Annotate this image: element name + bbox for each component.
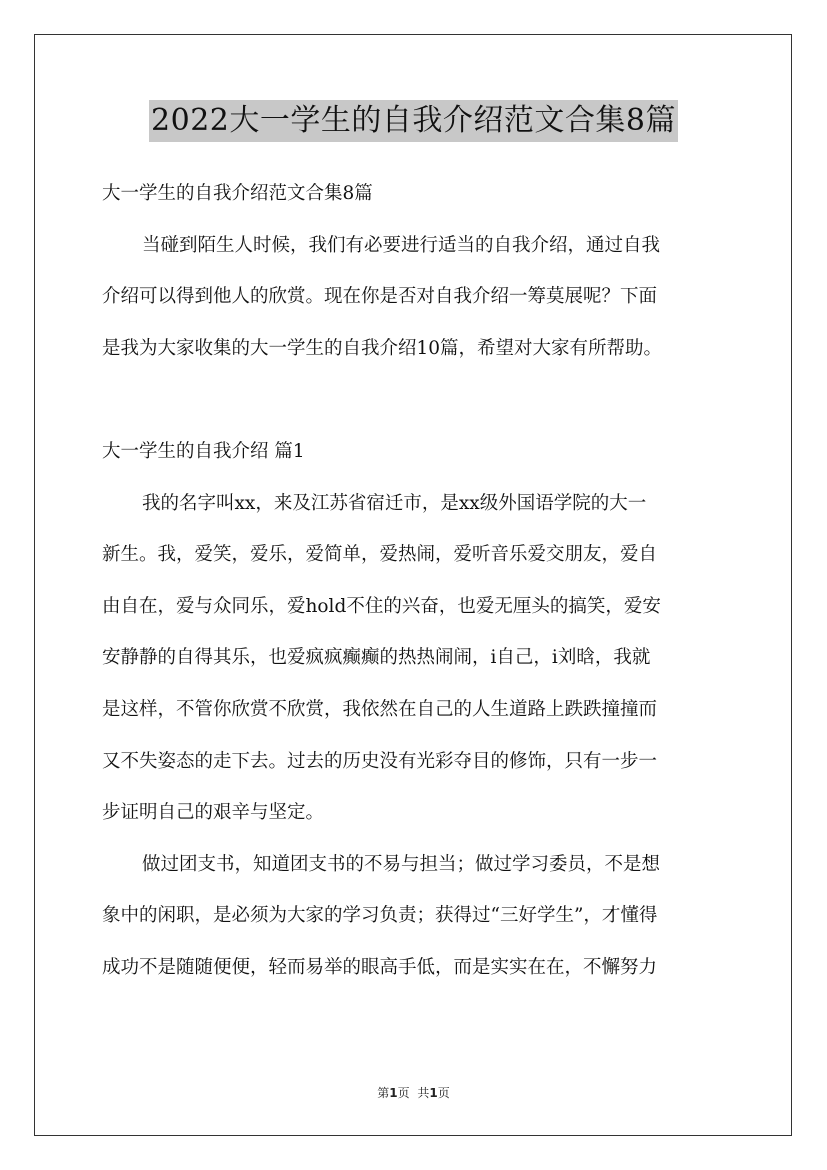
total-pages-prefix: 共 xyxy=(417,1086,430,1100)
intro-line: 是我为大家收集的大一学生的自我介绍10篇，希望对大家有所帮助。 xyxy=(102,337,663,359)
document-body xyxy=(102,172,730,998)
paragraph-line: 象中的闲职，是必须为大家的学习负责；获得过“三好学生”，才懂得 xyxy=(102,905,658,927)
total-pages: 1 xyxy=(429,1086,438,1100)
section-heading: 大一学生的自我介绍 篇1 xyxy=(102,440,305,462)
blank-line xyxy=(102,378,730,430)
document-title-container xyxy=(0,100,827,142)
intro-line: 介绍可以得到他人的欣赏。现在你是否对自我介绍一筹莫展呢？下面 xyxy=(102,286,658,308)
document-subtitle: 大一学生的自我介绍范文合集8篇 xyxy=(102,183,373,204)
paragraph-line: 成功不是随随便便，轻而易举的眼高手低，而是实实在在，不懈努力 xyxy=(102,956,658,978)
page-number-prefix: 第 xyxy=(377,1086,390,1100)
total-pages-suffix: 页 xyxy=(437,1086,450,1100)
paragraph-line: 又不失姿态的走下去。过去的历史没有光彩夺目的修饰，只有一步一 xyxy=(102,750,658,772)
paragraph-line: 新生。我，爱笑，爱乐，爱简单，爱热闹，爱听音乐爱交朋友，爱自 xyxy=(102,544,658,566)
document-title: 2022大一学生的自我介绍范文合集8篇 xyxy=(149,100,678,142)
paragraph-line: 做过团支书，知道团支书的不易与担当；做过学习委员，不是想 xyxy=(142,853,661,875)
paragraph-line: 由自在，爱与众同乐，爱hold不住的兴奋，也爱无厘头的搞笑，爱安 xyxy=(102,595,661,617)
paragraph-line: 是这样，不管你欣赏不欣赏，我依然在自己的人生道路上跌跌撞撞而 xyxy=(102,698,658,720)
paragraph-line: 安静静的自得其乐，也爱疯疯癫癫的热热闹闹，i自己，i刘晗，我就 xyxy=(102,647,651,669)
page-footer xyxy=(0,1084,827,1101)
paragraph-line: 我的名字叫xx，来及江苏省宿迁市，是xx级外国语学院的大一 xyxy=(142,492,647,514)
paragraph-line: 步证明自己的艰辛与坚定。 xyxy=(102,802,325,824)
page-number: 1 xyxy=(389,1086,398,1100)
intro-line: 当碰到陌生人时候，我们有必要进行适当的自我介绍，通过自我 xyxy=(142,234,661,256)
page-number-suffix: 页 xyxy=(397,1086,410,1100)
